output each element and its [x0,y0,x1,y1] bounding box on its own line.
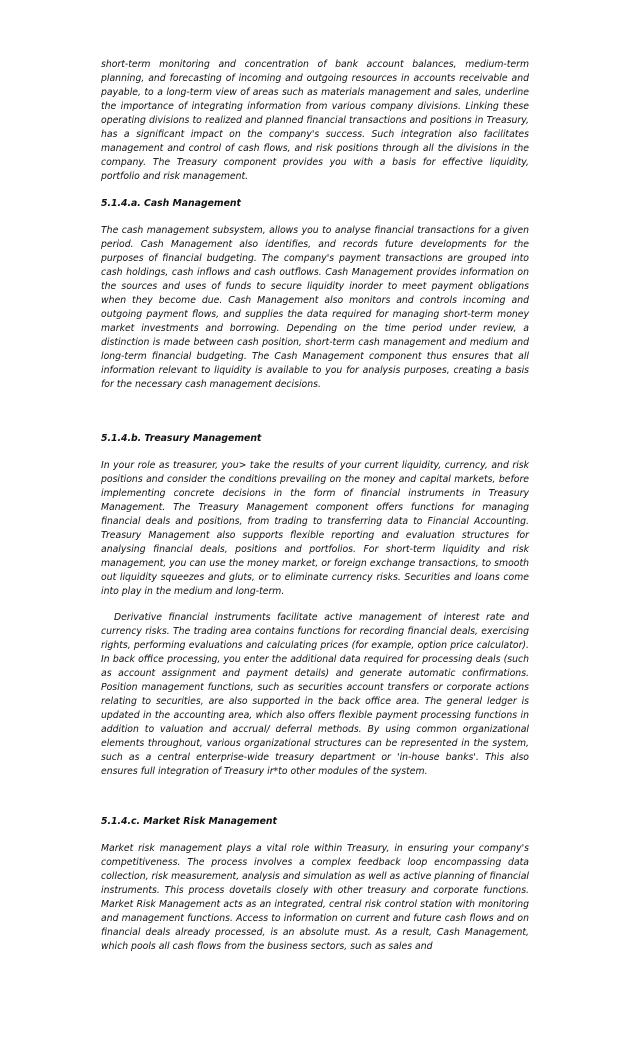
heading-cash-management: 5.1.4.a. Cash Management [101,198,241,209]
intro-paragraph: short-term monitoring and concentration of bank account balances, medium-term planning, and forecasting of incoming and outgoing resources in accounts receivable and payable, to a long-term view of areas such as materials management and sales, underline the importance of integrating information from various company divisions. Linking these operating divisions to realized and planned financial transactions and positions in Treasury, has a significant impact on the company's success. Such integration also facilitates management and control of cash flows, and risk positions through all the divisions in the company. The Treasury component provides you with a basis for effective liquidity, portfolio and risk management. [101,59,529,182]
treasury-management-paragraph-2: Derivative financial instruments facilitate active management of interest rate and currency risks. The trading area contains functions for recording financial deals, exercising rights, performing evaluations and calculating prices (for example, option price calculator). In back office processing, you enter the additional data required for processing deals (such as account assignment and payment details) and generate automatic confirmations. Position management functions, such as securities account transfers or corporate actions relating to securities, are also supported in the back office area. The general ledger is updated in the accounting area, which also offers flexible payment processing functions in addition to valuation and accrual/ deferral methods. By using common organizational elements throughout, various organizational structures can be represented in the system, such as a central enterprise-wide treasury department or 'in-house banks'. This also ensures full integration of Treasury ir*to other modules of the system. [101,612,529,777]
heading-market-risk-management: 5.1.4.c. Market Risk Management [101,816,277,827]
market-risk-management-paragraph: Market risk management plays a vital role within Treasury, in ensuring your company's competitiveness. The process involves a complex feedback loop encompassing data collection, risk measurement, analysis and simulation as well as active planning of financial instruments. This process dovetails closely with other treasury and corporate functions. Market Risk Management acts as an integrated, central risk control station with monitoring and management functions. Access to information on current and future cash flows and on financial deals already processed, is an absolute must. As a result, Cash Management, which pools all cash flows from the business sectors, such as sales and [101,843,529,952]
treasury-management-paragraph-1: In your role as treasurer, you> take the results of your current liquidity, currency, and risk positions and consider the conditions prevailing on the money and capital markets, before implementing concrete decisions in the form of financial instruments in Treasury Management. The Treasury Management component offers functions for managing financial deals and positions, from trading to transferring data to Financial Accounting. Treasury Management also supports flexible reporting and evaluation structures for analysing financial deals, positions and portfolios. For short-term liquidity and risk management, you can use the money market, or foreign exchange transactions, to smooth out liquidity squeezes and gluts, or to eliminate currency risks. Securities and loans come into play in the medium and long-term. [101,460,529,597]
document-page [101,58,529,954]
heading-treasury-management: 5.1.4.b. Treasury Management [101,433,262,444]
cash-management-paragraph: The cash management subsystem, allows you to analyse financial transactions for a given period. Cash Management also identifies, and records future developments for the purposes of financial budgeting. The company's payment transactions are grouped into cash holdings, cash inflows and cash outflows. Cash Management provides information on the sources and uses of funds to secure liquidity inorder to meet payment obligations when they become due. Cash Management also monitors and controls incoming and outgoing payment flows, and supplies the data required for managing short-term money market investments and borrowing. Depending on the time period under review, a distinction is made between cash position, short-term cash management and medium and long-term financial budgeting. The Cash Management component thus ensures that all information relevant to liquidity is available to you for analysis purposes, creating a basis for the necessary cash management decisions. [101,225,529,390]
